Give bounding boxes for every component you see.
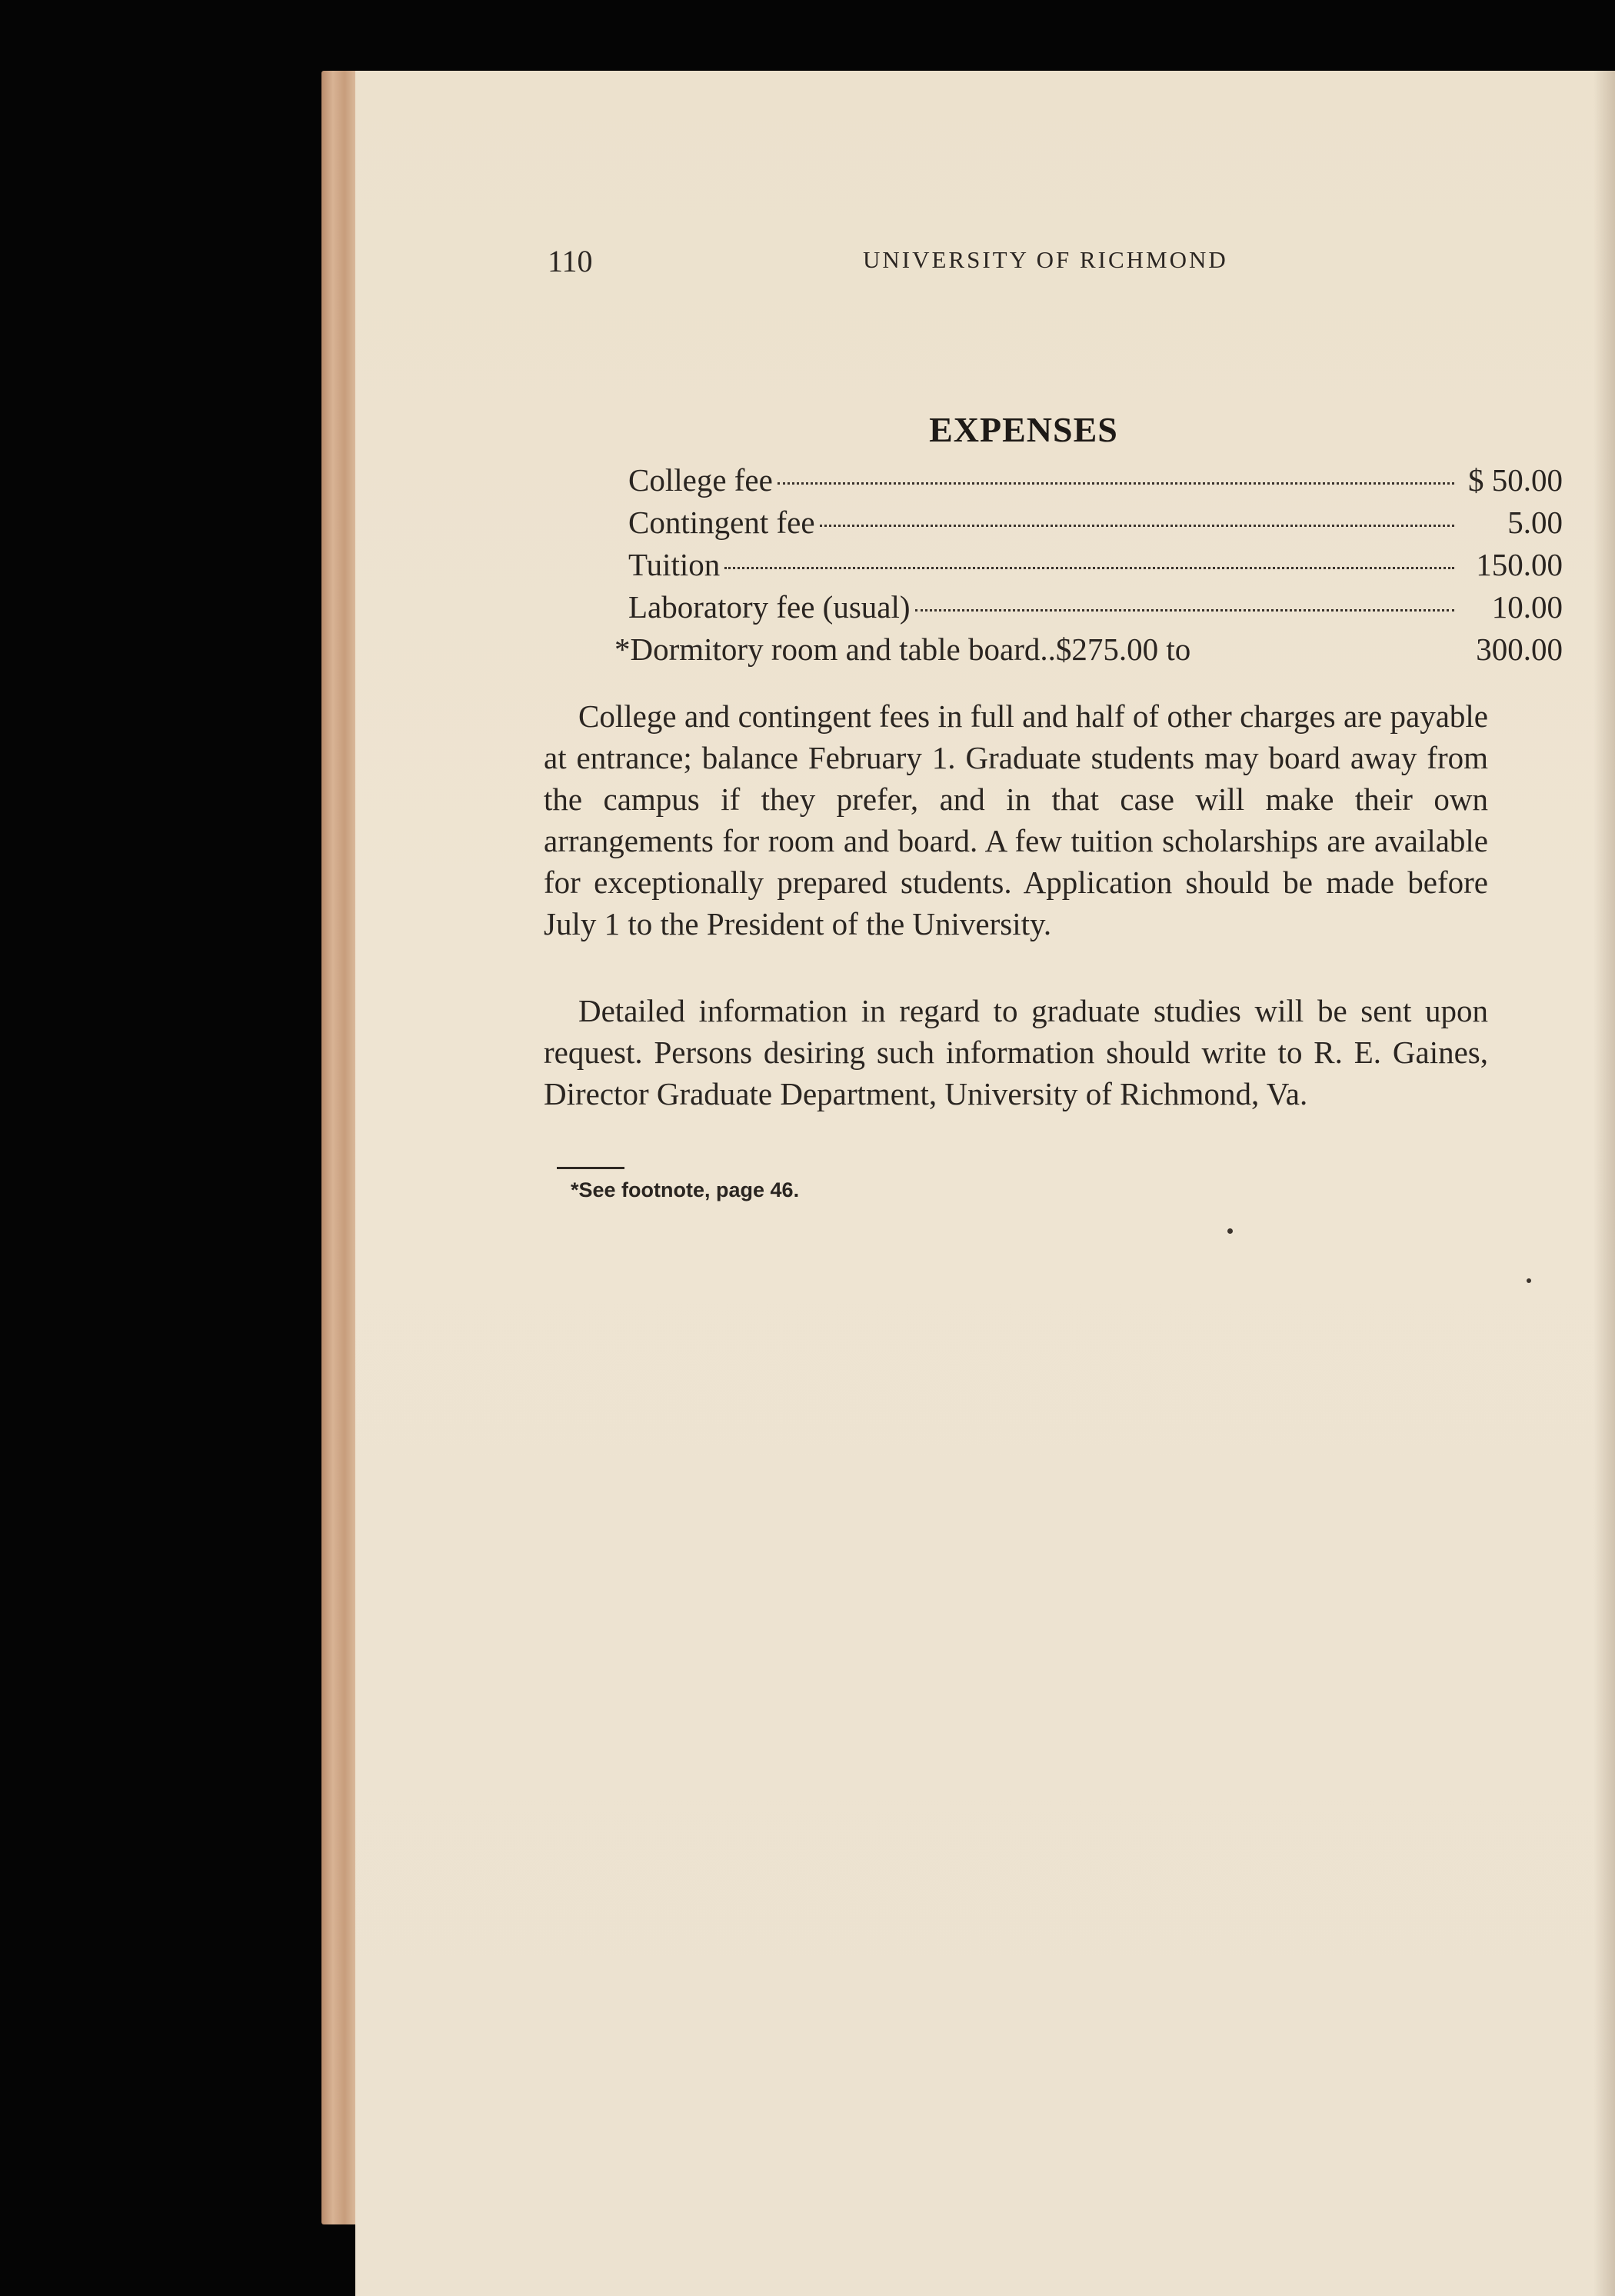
fee-amount: 10.00 [1491, 589, 1563, 625]
paper-speck [1527, 1278, 1531, 1283]
dot-leader [915, 609, 1454, 611]
body-paragraph: College and contingent fees in full and half of other charges are payable at entrance; balance February 1. Graduate students may board away from the campus if they prefer, and in that case will make their own arrangements for room and board. A few tuition scholarships are available for exceptionally prepared students. Application should be made before July 1 to the President of the University. [544, 698, 1488, 941]
section-title: EXPENSES [929, 410, 1118, 449]
dot-leader [724, 567, 1454, 569]
fee-label: Laboratory fee (usual) [628, 589, 911, 625]
page-shadow [1593, 71, 1615, 2296]
fee-label: College fee [628, 462, 773, 498]
fee-row [628, 588, 1563, 631]
fee-amount: 300.00 [1476, 631, 1563, 667]
page-number: 110 [548, 244, 593, 278]
fee-amount: $ 50.00 [1468, 462, 1563, 498]
running-head-title: UNIVERSITY OF RICHMOND [863, 246, 1228, 273]
fee-row [614, 631, 1563, 673]
fee-amount: 5.00 [1507, 505, 1563, 540]
fee-row [628, 504, 1563, 546]
fee-label: Tuition [628, 547, 721, 582]
dot-leader [820, 525, 1454, 527]
fee-row [628, 462, 1563, 504]
fee-row [628, 546, 1563, 588]
footnote: *See footnote, page 46. [571, 1178, 800, 1201]
book-page-edges [321, 71, 360, 2224]
fee-amount: 150.00 [1476, 547, 1563, 582]
footnote-rule [557, 1167, 624, 1169]
book-page [355, 71, 1615, 2296]
dot-leader [778, 482, 1454, 485]
fee-table [614, 462, 1563, 673]
fee-label: *Dormitory room and table board..$275.00 to [614, 631, 1191, 667]
paper-speck [1227, 1228, 1233, 1234]
fee-label: Contingent fee [628, 505, 815, 540]
body-paragraph: Detailed information in regard to graduate studies will be sent upon request. Persons desiring such information should write to R. E. Gaines, Director Graduate Department, University of Richmond, Va. [544, 993, 1488, 1111]
